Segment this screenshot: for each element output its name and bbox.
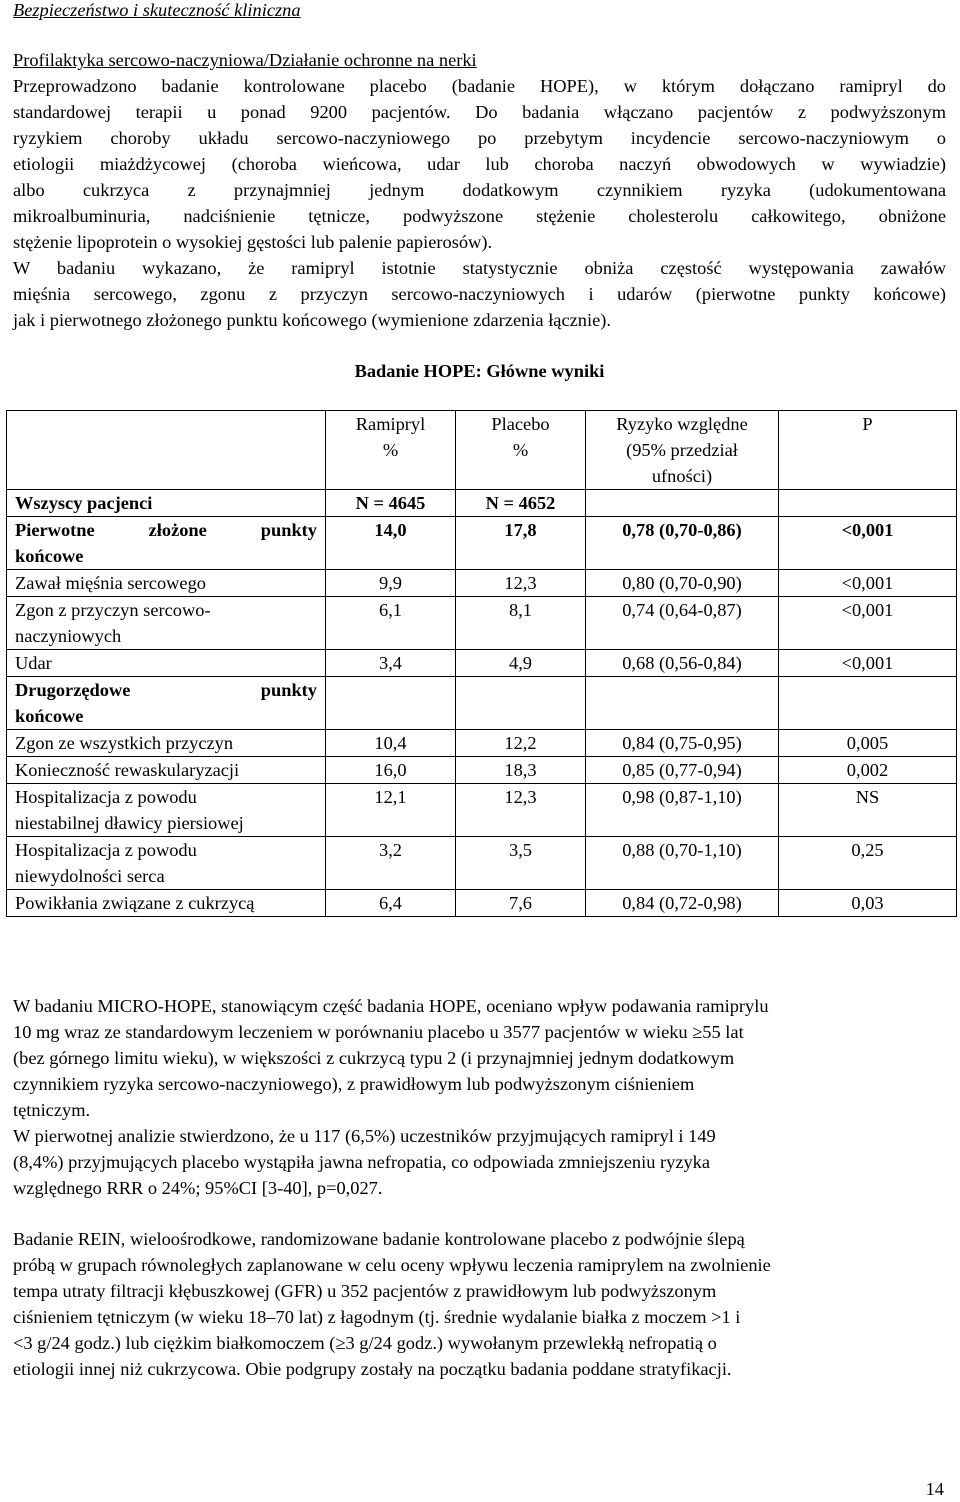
table-cell xyxy=(7,411,326,490)
row-label xyxy=(7,784,326,837)
cell-ramipryl: 6,4 xyxy=(326,890,456,917)
row-label-line: niewydolności serca xyxy=(15,866,165,886)
row-label xyxy=(7,837,326,890)
table-row xyxy=(7,784,957,837)
text-line: W badaniu MICRO-HOPE, stanowiącym część badania HOPE, oceniano wpływ podawania ramiprylu xyxy=(13,996,769,1016)
text-line: W badaniu wykazano, że ramipryl istotnie statystycznie obniża częstość występowania zawałów xyxy=(13,258,946,278)
cell-p: 0,03 xyxy=(779,890,957,917)
table-row xyxy=(7,490,957,517)
cell-ramipryl: 14,0 xyxy=(326,517,456,570)
table-header-p xyxy=(779,411,957,490)
paragraph-micro-hope xyxy=(13,993,946,1123)
cell-ramipryl: 12,1 xyxy=(326,784,456,837)
header-ramipryl-label: Ramipryl xyxy=(355,414,426,434)
cell-ramipryl: 10,4 xyxy=(326,730,456,757)
header-percent: % xyxy=(382,440,399,460)
text-line: mikroalbuminuria, nadciśnienie tętnicze, podwyższone stężenie cholesterolu całkowitego, obniżone xyxy=(13,206,946,226)
cell-rr xyxy=(586,490,779,517)
paragraph-hope-intro xyxy=(13,73,946,255)
row-label xyxy=(7,597,326,650)
paragraph-primary-analysis xyxy=(13,1123,946,1201)
cell-placebo xyxy=(456,677,586,730)
paragraph-rein xyxy=(13,1226,946,1382)
header-rr-line: ufności) xyxy=(651,466,713,486)
cell-p: <0,001 xyxy=(779,570,957,597)
text-line: ciśnieniem tętniczym (w wieku 18–70 lat) z łagodnym (tj. średnie wydalanie białka z moczem >1 i xyxy=(13,1307,741,1327)
text-line: tętniczym. xyxy=(13,1100,91,1120)
cell-rr: 0,74 (0,64-0,87) xyxy=(586,597,779,650)
table-row xyxy=(7,757,957,784)
text-line: etiologii innej niż cukrzycowa. Obie podgrupy zostały na początku badania poddane stratyfikacji. xyxy=(13,1359,732,1379)
text-line: (8,4%) przyjmujących placebo wystąpiła jawna nefropatia, co odpowiada zmniejszeniu ryzyka xyxy=(13,1152,711,1172)
cell-rr: 0,68 (0,56-0,84) xyxy=(586,650,779,677)
row-label-line: Drugorzędowe punkty xyxy=(15,680,317,700)
row-label-line: Zgon z przyczyn sercowo- xyxy=(15,600,211,620)
header-percent: % xyxy=(512,440,529,460)
table-row xyxy=(7,677,957,730)
cell-p xyxy=(779,490,957,517)
table-row xyxy=(7,597,957,650)
table-row xyxy=(7,570,957,597)
cell-placebo: 17,8 xyxy=(456,517,586,570)
row-label-line: Hospitalizacja z powodu xyxy=(15,787,197,807)
cell-placebo: 12,2 xyxy=(456,730,586,757)
row-label-line: końcowe xyxy=(15,706,84,726)
cell-p: <0,001 xyxy=(779,650,957,677)
table-row xyxy=(7,837,957,890)
cell-rr: 0,85 (0,77-0,94) xyxy=(586,757,779,784)
cell-placebo: 3,5 xyxy=(456,837,586,890)
cell-p: NS xyxy=(779,784,957,837)
page-number: 14 xyxy=(925,1479,944,1499)
table-header-relative-risk xyxy=(586,411,779,490)
cell-rr xyxy=(586,677,779,730)
cell-ramipryl: 6,1 xyxy=(326,597,456,650)
cell-placebo: N = 4652 xyxy=(456,490,586,517)
cell-rr: 0,84 (0,75-0,95) xyxy=(586,730,779,757)
table-row xyxy=(7,650,957,677)
row-label-line: końcowe xyxy=(15,546,84,566)
text-line: tempa utraty filtracji kłębuszkowej (GFR) u 352 pacjentów z prawidłowym lub podwyższonym xyxy=(13,1281,717,1301)
cell-rr: 0,80 (0,70-0,90) xyxy=(586,570,779,597)
text-line: <3 g/24 godz.) lub ciężkim białkomoczem (≥3 g/24 godz.) wywołanym przewlekłą nefropatią o xyxy=(13,1333,717,1353)
cell-placebo: 18,3 xyxy=(456,757,586,784)
cell-placebo: 4,9 xyxy=(456,650,586,677)
cell-ramipryl: 3,4 xyxy=(326,650,456,677)
cell-p: 0,005 xyxy=(779,730,957,757)
header-rr-line: (95% przedział xyxy=(626,440,738,460)
row-label-line: Pierwotne złożone punkty xyxy=(15,520,317,540)
cell-p: <0,001 xyxy=(779,517,957,570)
cell-p: 0,25 xyxy=(779,837,957,890)
cell-p: 0,002 xyxy=(779,757,957,784)
text-line: Badanie REIN, wieloośrodkowe, randomizowane badanie kontrolowane placebo z podwójnie ślepą xyxy=(13,1229,745,1249)
header-rr-line: Ryzyko względne xyxy=(616,414,748,434)
cell-ramipryl: 16,0 xyxy=(326,757,456,784)
row-label xyxy=(7,677,326,730)
text-line: standardowej terapii u ponad 9200 pacjentów. Do badania włączano pacjentów z podwyższonym xyxy=(13,102,946,122)
text-line: ryzykiem choroby układu sercowo-naczyniowego po przebytym incydencie sercowo-naczyniowym o xyxy=(13,128,946,148)
header-placebo-label: Placebo xyxy=(491,414,550,434)
row-label: Powikłania związane z cukrzycą xyxy=(7,890,326,917)
cell-ramipryl: N = 4645 xyxy=(326,490,456,517)
row-label: Udar xyxy=(7,650,326,677)
cell-ramipryl: 9,9 xyxy=(326,570,456,597)
table-row xyxy=(7,517,957,570)
table-row xyxy=(7,730,957,757)
running-header: Bezpieczeństwo i skuteczność kliniczna xyxy=(13,0,301,20)
row-label-line: niestabilnej dławicy piersiowej xyxy=(15,813,244,833)
text-line: W pierwotnej analizie stwierdzono, że u 117 (6,5%) uczestników przyjmujących ramipryl i 149 xyxy=(13,1126,716,1146)
text-line: albo cukrzyca z przynajmniej jednym dodatkowym czynnikiem ryzyka (udokumentowana xyxy=(13,180,946,200)
text-line: (bez górnego limitu wieku), w większości z cukrzycą typu 2 (i przynajmniej jednym dodatkowym xyxy=(13,1048,735,1068)
cell-placebo: 12,3 xyxy=(456,784,586,837)
row-label: Konieczność rewaskularyzacji xyxy=(7,757,326,784)
paragraph-hope-results xyxy=(13,255,946,333)
cell-p xyxy=(779,677,957,730)
cell-rr: 0,88 (0,70-1,10) xyxy=(586,837,779,890)
row-label: Zawał mięśnia sercowego xyxy=(7,570,326,597)
table-header-ramipryl xyxy=(326,411,456,490)
cell-rr: 0,98 (0,87-1,10) xyxy=(586,784,779,837)
cell-placebo: 8,1 xyxy=(456,597,586,650)
text-line: względnego RRR o 24%; 95%CI [3-40], p=0,027. xyxy=(13,1178,383,1198)
row-label xyxy=(7,517,326,570)
table-title: Badanie HOPE: Główne wyniki xyxy=(354,361,605,381)
hope-results-table xyxy=(6,410,957,917)
text-line: Przeprowadzono badanie kontrolowane placebo (badanie HOPE), w którym dołączano ramipryl do xyxy=(13,76,946,96)
row-label-line: Hospitalizacja z powodu xyxy=(15,840,197,860)
row-label: Wszyscy pacjenci xyxy=(7,490,326,517)
header-p-label: P xyxy=(862,414,873,434)
text-line: próbą w grupach równoległych zaplanowane w celu oceny wpływu leczenia ramiprylem na zwolnienie xyxy=(13,1255,771,1275)
cell-rr: 0,78 (0,70-0,86) xyxy=(586,517,779,570)
text-line: stężenie lipoprotein o wysokiej gęstości lub palenie papierosów). xyxy=(13,232,493,252)
cell-rr: 0,84 (0,72-0,98) xyxy=(586,890,779,917)
cell-ramipryl xyxy=(326,677,456,730)
cell-ramipryl: 3,2 xyxy=(326,837,456,890)
table-row xyxy=(7,890,957,917)
row-label: Zgon ze wszystkich przyczyn xyxy=(7,730,326,757)
row-label-line: naczyniowych xyxy=(15,626,122,646)
text-line: 10 mg wraz ze standardowym leczeniem w porównaniu placebo u 3577 pacjentów w wieku ≥55 lat xyxy=(13,1022,744,1042)
text-line: jak i pierwotnego złożonego punktu końcowego (wymienione zdarzenia łącznie). xyxy=(13,310,611,330)
cell-p: <0,001 xyxy=(779,597,957,650)
table-header-placebo xyxy=(456,411,586,490)
text-line: etiologii miażdżycowej (choroba wieńcowa, udar lub choroba naczyń obwodowych w wywiadzie) xyxy=(13,154,946,174)
cell-placebo: 12,3 xyxy=(456,570,586,597)
section-title: Profilaktyka sercowo-naczyniowa/Działanie ochronne na nerki xyxy=(13,50,477,70)
table-header-row xyxy=(7,411,957,490)
cell-placebo: 7,6 xyxy=(456,890,586,917)
text-line: czynnikiem ryzyka sercowo-naczyniowego), z prawidłowym lub podwyższonym ciśnieniem xyxy=(13,1074,695,1094)
text-line: mięśnia sercowego, zgonu z przyczyn sercowo-naczyniowych i udarów (pierwotne punkty końcowe) xyxy=(13,284,946,304)
